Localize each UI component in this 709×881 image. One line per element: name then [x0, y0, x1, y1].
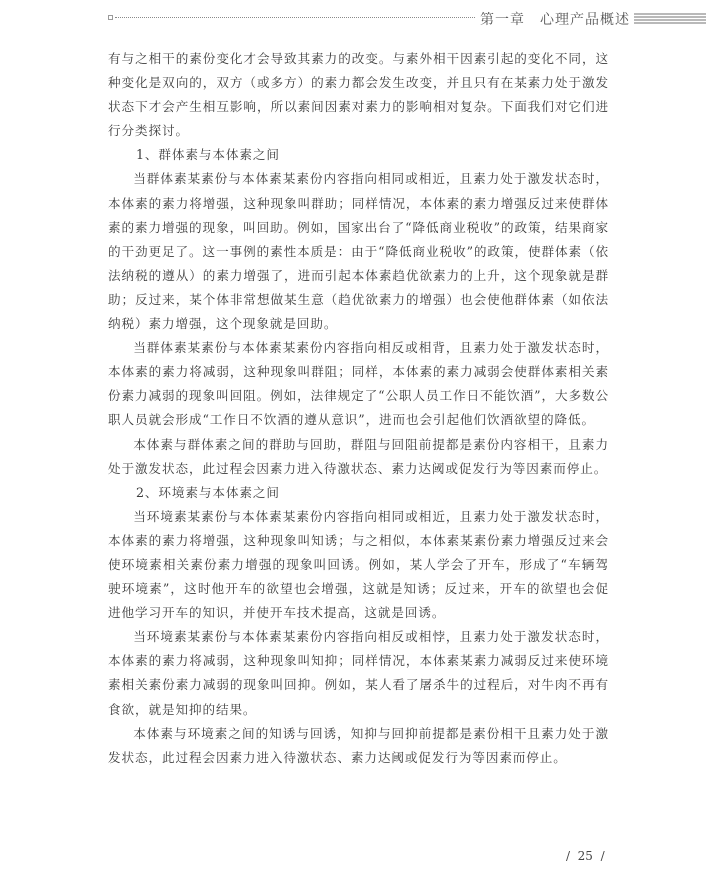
paragraph-continuation: 有与之相干的素份变化才会导致其素力的改变。与素外相干因素引起的变化不同，这种变化是双向的，双方（或多方）的素力都会发生改变，并且只有在某素力处于激发状态下才会产生相互影响，所以素间因素对素力的影响相对复杂。下面我们对它们进行分类探讨。: [108, 51, 609, 139]
running-header: [108, 8, 708, 30]
paragraph-qunzhu: 当群体素某素份与本体素某素份内容指向相同或相近，且素力处于激发状态时，本体素的素力将增强，这种现象叫群助；同样情况，本体素的素力增强反过来使群体素的素力增强的现象，叫回助。例如，国家出台了“降低商业税收”的政策，结果商家的干劲更足了。这一事例的素性本质是：由于“降低商业税收”的政策，使群体素（依法纳税的遵从）的素力增强了，进而引起本体素趋优欲素力的上升，这个现象就是群助；反过来，某个体非常想做某生意（趋优欲素力的增强）也会使他群体素（如依法纳税）素力增强，这个现象就是回助。: [108, 171, 609, 332]
section-heading-env-vs-self: 2、环境素与本体素之间: [136, 484, 280, 500]
paragraph-group-summary: 本体素与群体素之间的群助与回助，群阻与回阻前提都是素份内容相干，且素力处于激发状态，此过程会因素力进入待激状态、素力达阈或促发行为等因素而停止。: [108, 436, 609, 476]
paragraph-zhiyou: 当环境素某素份与本体素某素份内容指向相同或相近，且素力处于激发状态时，本体素的素力将增强，这种现象叫知诱；与之相似，本体素某素份素力增强反过来会使环境素相关素份素力增强的现象叫回诱。例如，某人学会了开车，形成了“车辆驾驶环境素”，这时他开车的欲望也会增强，这就是知诱；反过来，开车的欲望也会促进他学习开车的知识，并使开车技术提高，这就是回诱。: [108, 508, 609, 621]
header-bars-decoration: [634, 13, 706, 25]
paragraph-zhiyi: 当环境素某素份与本体素某素份内容指向相反或相悖，且素力处于激发状态时，本体素的素力将减弱，这种现象叫知抑；同样情况，本体素某素力减弱反过来使环境素相关素份素力减弱的现象叫回抑。例如，某人看了屠杀牛的过程后，对牛肉不再有食欲，就是知抑的结果。: [108, 629, 609, 717]
page-number: / 25 /: [566, 849, 605, 863]
chapter-title: 第一章 心理产品概述: [480, 12, 630, 28]
header-square-icon: [108, 15, 113, 20]
header-dotted-rule: [115, 17, 475, 18]
page-body: [108, 47, 609, 770]
paragraph-qunzu: 当群体素某素份与本体素某素份内容指向相反或相背，且素力处于激发状态时，本体素的素力将减弱，这种现象叫群阻；同样，本体素的素力减弱会使群体素相关素份素力减弱的现象叫回阻。例如，法律规定了“公职人员工作日不能饮酒”，大多数公职人员就会形成“工作日不饮酒的遵从意识”，进而也会引起他们饮酒欲望的降低。: [108, 340, 609, 428]
section-heading-group-vs-self: 1、群体素与本体素之间: [136, 147, 280, 163]
paragraph-env-summary: 本体素与环境素之间的知诱与回诱，知抑与回抑前提都是素份相干且素力处于激发状态，此过程会因素力进入待激状态、素力达阈或促发行为等因素而停止。: [108, 725, 609, 765]
